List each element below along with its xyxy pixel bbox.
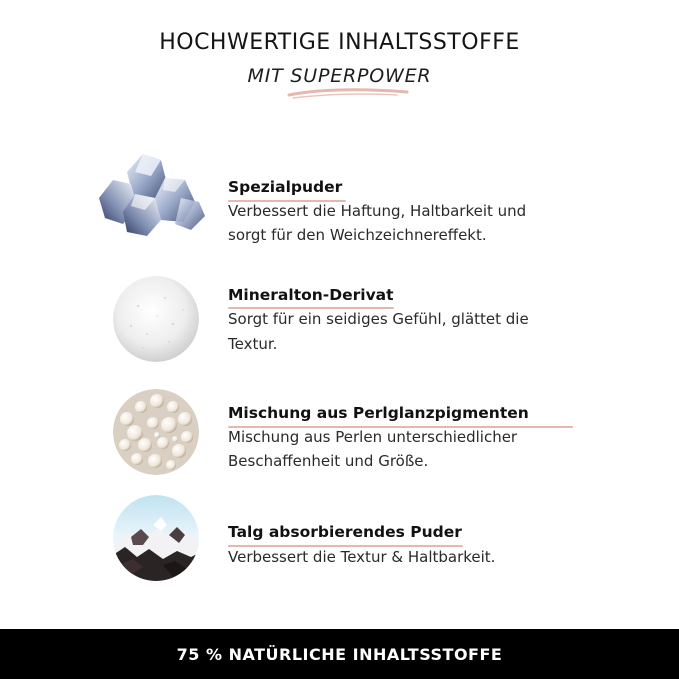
brush-stroke-decoration (285, 86, 415, 100)
ingredient-mineralton-derivat (0, 276, 679, 366)
ingredient-desc-line1: Sorgt für ein seidiges Gefühl, glättet die (228, 310, 529, 328)
ingredient-talg-absorbierendes-puder (0, 495, 679, 585)
ingredient-title: Mischung aus Perlglanzpigmenten (228, 404, 529, 422)
mineral-rock-icon (113, 495, 199, 581)
ingredient-desc-line2: sorgt für den Weichzeichnereffekt. (228, 226, 487, 244)
footer-text: 75 % NATÜRLICHE INHALTSSTOFFE (176, 644, 503, 664)
ingredient-perlglanzpigmente (0, 389, 679, 479)
page-subtitle: MIT SUPERPOWER (247, 65, 432, 87)
pearls-icon (113, 389, 199, 475)
ingredient-desc-line2: Beschaffenheit und Größe. (228, 452, 429, 470)
page-title: HOCHWERTIGE INHALTSSTOFFE (159, 30, 520, 55)
white-powder-icon (113, 276, 199, 362)
ingredient-title: Spezialpuder (228, 178, 343, 196)
footer-banner (0, 629, 679, 679)
ingredient-desc-line2: Textur. (228, 335, 278, 353)
ingredient-desc-line1: Verbessert die Haftung, Haltbarkeit und (228, 202, 527, 220)
ingredient-desc-line1: Mischung aus Perlen unterschiedlicher (228, 428, 518, 446)
crystal-icon (95, 150, 207, 240)
ingredient-title: Mineralton-Derivat (228, 286, 394, 304)
ingredient-title: Talg absorbierendes Puder (228, 523, 462, 541)
ingredient-desc-line1: Verbessert die Textur & Haltbarkeit. (228, 548, 496, 566)
ingredient-spezialpuder (0, 150, 679, 244)
